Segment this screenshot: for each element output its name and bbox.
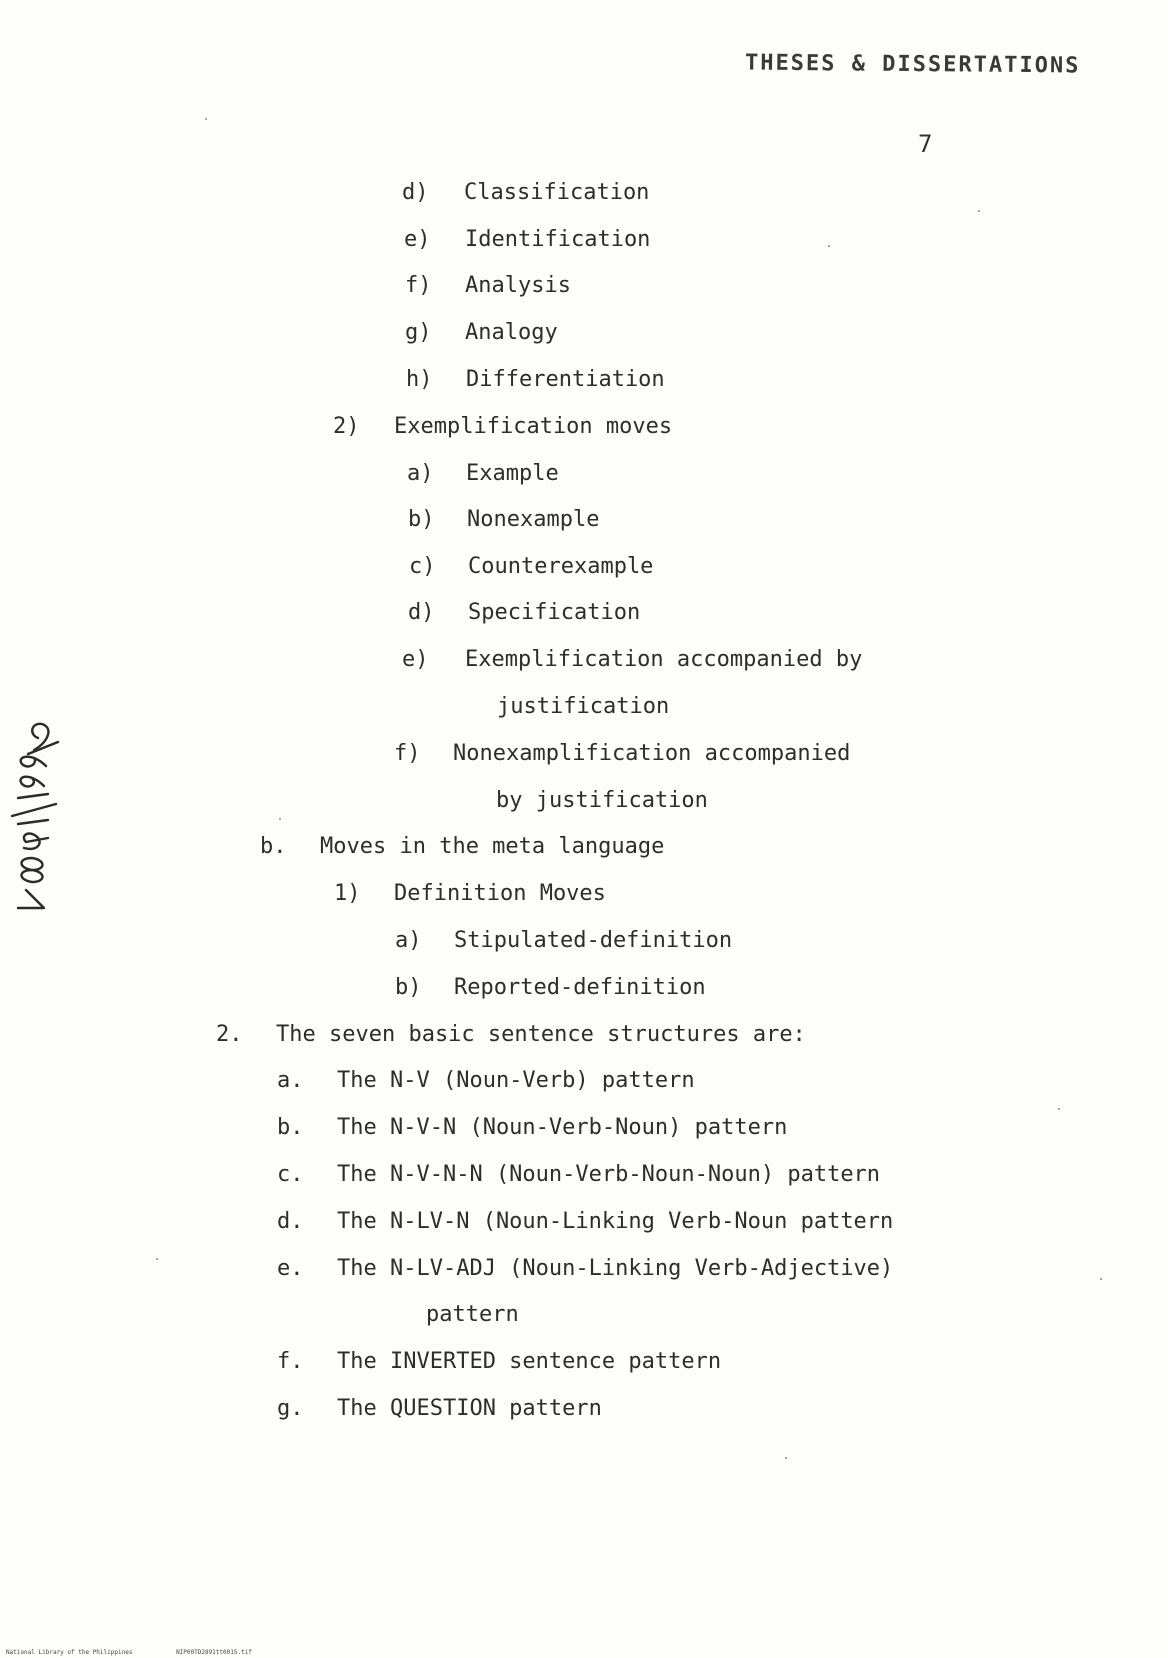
item-text: Counterexample bbox=[468, 554, 654, 579]
item-label: e) bbox=[402, 647, 429, 672]
handwritten-call-number bbox=[4, 720, 64, 910]
item-text: Moves in the meta language bbox=[320, 834, 665, 859]
item-label: b) bbox=[395, 975, 422, 1000]
archive-stamp: THESES & DISSERTATIONS bbox=[744, 50, 1081, 79]
item-label: d) bbox=[402, 180, 429, 205]
item-text: Exemplification accompanied by bbox=[465, 647, 863, 672]
item-text: Analysis bbox=[465, 273, 571, 298]
item-text: Example bbox=[466, 461, 559, 486]
item-text: Exemplification moves bbox=[394, 414, 673, 439]
item-label: d) bbox=[408, 600, 435, 625]
item-text: The N-LV-ADJ (Noun-Linking Verb-Adjective) bbox=[337, 1256, 894, 1281]
item-label: f) bbox=[394, 741, 421, 766]
item-text: by justification bbox=[496, 788, 708, 813]
item-label: 2. bbox=[216, 1022, 243, 1047]
file-name: NIP00TD2891tt0015.tif bbox=[176, 1649, 252, 1656]
item-text: pattern bbox=[426, 1302, 519, 1327]
item-text: Stipulated-definition bbox=[454, 928, 733, 953]
item-text: Differentiation bbox=[466, 367, 665, 392]
item-label: c) bbox=[409, 554, 436, 579]
item-label: f) bbox=[405, 273, 432, 298]
library-name: National Library of the Philippines bbox=[6, 1649, 133, 1656]
item-label: e. bbox=[277, 1256, 304, 1281]
item-label: h) bbox=[406, 367, 433, 392]
item-label: b. bbox=[260, 834, 287, 859]
item-label: b. bbox=[277, 1115, 304, 1140]
item-text: Nonexample bbox=[467, 507, 600, 532]
item-label: 1) bbox=[334, 881, 361, 906]
item-text: The N-V (Noun-Verb) pattern bbox=[337, 1068, 695, 1093]
item-text: The N-V-N-N (Noun-Verb-Noun-Noun) pattern bbox=[337, 1162, 881, 1187]
item-label: g. bbox=[277, 1396, 304, 1421]
item-label: d. bbox=[277, 1209, 304, 1234]
page-number: 7 bbox=[918, 130, 933, 158]
item-label: b) bbox=[408, 507, 435, 532]
item-label: c. bbox=[277, 1162, 304, 1187]
item-label: a) bbox=[395, 928, 422, 953]
scan-footer bbox=[6, 1649, 292, 1656]
item-text: The N-V-N (Noun-Verb-Noun) pattern bbox=[337, 1115, 788, 1140]
item-text: The seven basic sentence structures are: bbox=[276, 1022, 806, 1047]
item-text: Classification bbox=[464, 180, 650, 205]
item-text: Definition Moves bbox=[394, 881, 606, 906]
item-text: The INVERTED sentence pattern bbox=[337, 1349, 722, 1374]
item-text: Identification bbox=[465, 227, 651, 252]
item-text: Nonexamplification accompanied bbox=[453, 741, 851, 766]
item-label: g) bbox=[405, 320, 432, 345]
item-text: Analogy bbox=[465, 320, 558, 345]
item-text: Specification bbox=[468, 600, 641, 625]
item-label: a. bbox=[277, 1068, 304, 1093]
item-text: The QUESTION pattern bbox=[337, 1396, 602, 1421]
item-label: f. bbox=[277, 1349, 304, 1374]
item-label: a) bbox=[407, 461, 434, 486]
item-text: justification bbox=[497, 694, 670, 719]
item-label: e) bbox=[404, 227, 431, 252]
item-text: The N-LV-N (Noun-Linking Verb-Noun pattern bbox=[337, 1209, 894, 1234]
item-label: 2) bbox=[333, 414, 360, 439]
item-text: Reported-definition bbox=[454, 975, 706, 1000]
